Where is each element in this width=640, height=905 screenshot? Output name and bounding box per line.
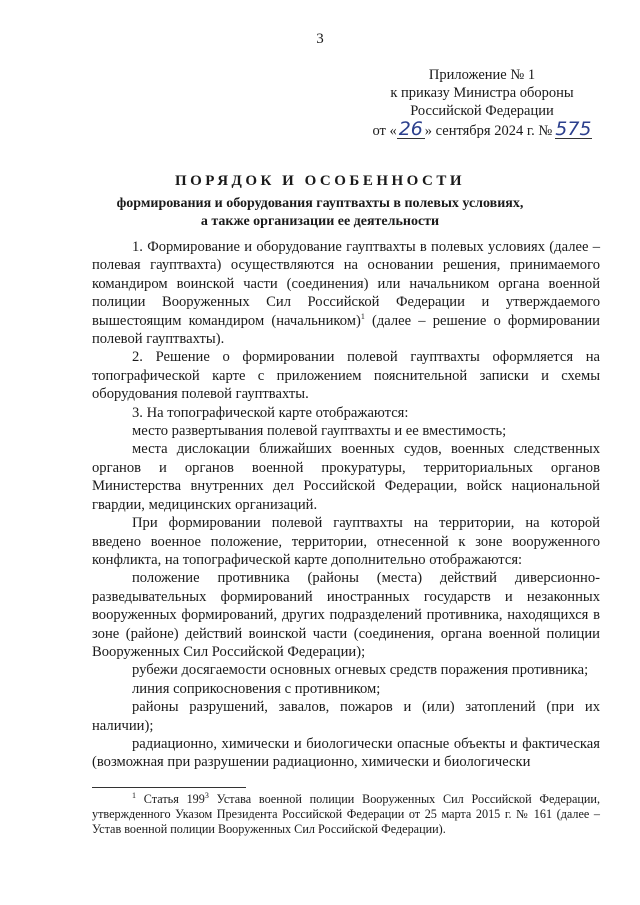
footnote-text-sup: 3 [204, 790, 209, 800]
footnote [92, 792, 600, 836]
title-sub-1: формирования и оборудования гауптвахты в полевых условиях, [116, 196, 524, 211]
paragraph-6: При формировании полевой гауптвахты на территории, на которой введено военное положение, территории, отнесенной к зоне вооруженного конфликта, на топографической карте дополнительно отображаются: [92, 515, 600, 568]
annex-line-2: к приказу Министра обороны [390, 85, 574, 101]
title-main: ПОРЯДОК И ОСОБЕННОСТИ [174, 173, 466, 189]
paragraph-8: рубежи досягаемости основных огневых средств поражения противника; [132, 662, 589, 679]
footnote-divider [92, 787, 246, 788]
paragraph-1-text-b: (далее – решение о формировании полевой гауптвахты). [92, 312, 600, 348]
annex-header [362, 66, 602, 140]
paragraph-11: радиационно, химически и биологически опасные объекты и фактическая (возможная при разрушении радиационно, химически и биологически [92, 735, 600, 771]
annex-line-3: Российской Федерации [410, 103, 554, 119]
handwritten-day: 26 [398, 118, 423, 140]
paragraph-10: районы разрушений, завалов, пожаров и (или) затоплений (при их наличии); [92, 699, 600, 734]
annex-line-1: Приложение № 1 [428, 67, 536, 83]
footnote-mark: 1 [132, 790, 136, 800]
paragraph-3: 3. На топографической карте отображаются: [132, 404, 409, 421]
paragraph-1-text-a: 1. Формирование и оборудование гауптвахты в полевых условиях (далее – полевая гауптвахта) осуществляются на основании решения, принимаемого командиром воинской части (соединения) или начальником органа военной полиции Вооруженных Сил Российской Федерации и утверждаемого вышестоящим командиром (начальником) [92, 239, 600, 329]
paragraph-7: положение противника (районы (места) действий диверсионно-разведывательных формирований иностранных государств и незаконных вооруженных формирований, других подразделений противника, находящихся в зоне (районе) действий воинской части (соединения, органа военной полиции Вооруженных Сил Российской Федерации); [92, 570, 600, 660]
annex-date-line [362, 120, 602, 140]
paragraph-1 [92, 238, 600, 348]
document-body [92, 238, 600, 772]
title-sub-2: а также организации ее деятельности [200, 214, 440, 229]
paragraph-9: линия соприкосновения с противником; [132, 680, 381, 697]
date-prefix: от « [372, 123, 397, 139]
handwritten-order-number: 575 [555, 118, 592, 140]
footnote-ref: 1 [360, 311, 365, 321]
footnote-text-b: Устава военной полиции Вооруженных Сил Российской Федерации, утвержденного Указом Президента Российской Федерации от 25 марта 2015 г. № 161 (далее – Устав военной полиции Вооруженных Сил Российской Федерации). [92, 792, 600, 836]
page-number: 3 [316, 31, 324, 47]
document-title [60, 172, 580, 231]
paragraph-2: 2. Решение о формировании полевой гауптвахты оформляется на топографической карте с приложением пояснительной записки и схемы оборудования полевой гауптвахты. [92, 349, 600, 403]
paragraph-5: места дислокации ближайших военных судов, военных следственных органов и органов военной прокуратуры, территориальных органов Министерства внутренних дел Российской Федерации, войск национальной гвардии, медицинских организаций. [92, 441, 600, 513]
date-suffix: » сентября 2024 г. № [424, 123, 553, 139]
paragraph-4: место развертывания полевой гауптвахты и ее вместимость; [132, 423, 507, 440]
footnote-text-a: Статья 199 [136, 792, 205, 806]
